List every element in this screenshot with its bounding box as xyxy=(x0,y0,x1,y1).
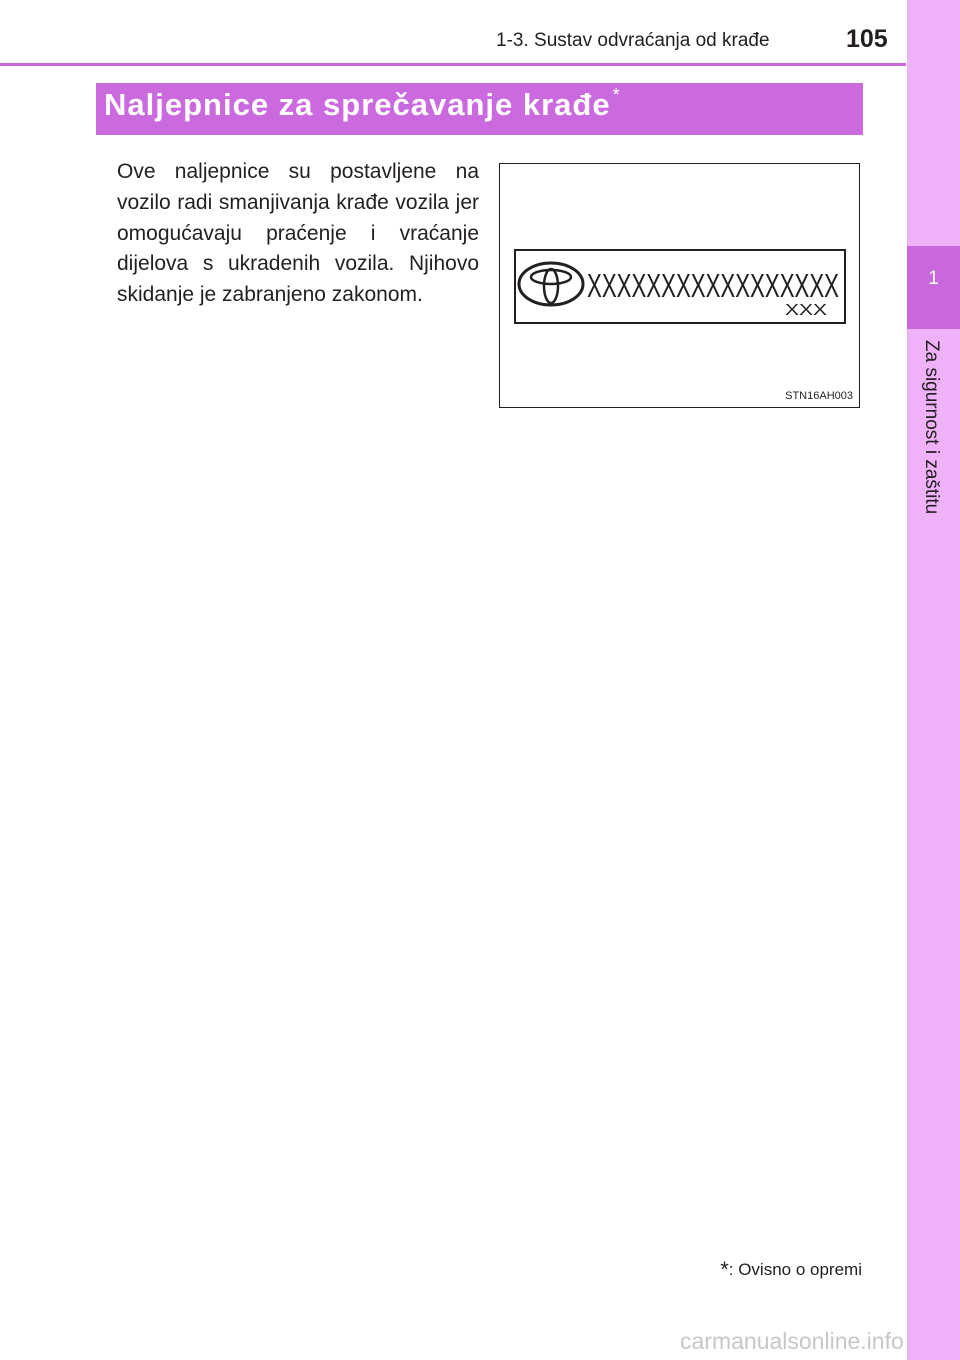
label-subcode-text: XXX xyxy=(785,302,828,319)
running-header: 1-3. Sustav odvraćanja od krađe xyxy=(496,30,770,51)
anti-theft-label-illustration xyxy=(500,164,858,406)
heading-asterisk: * xyxy=(612,85,621,105)
header-rule xyxy=(0,63,906,66)
page-number: 105 xyxy=(846,25,888,53)
footnote-text: : Ovisno o opremi xyxy=(728,1260,862,1279)
figure-illustration xyxy=(499,163,860,408)
chapter-title: Za sigurnost i zaštitu xyxy=(921,340,942,515)
figure-code: STN16AH003 xyxy=(785,390,853,402)
footnote-asterisk: * xyxy=(720,1257,729,1282)
watermark: carmanualsonline.info xyxy=(680,1328,904,1354)
chapter-side-tab xyxy=(907,0,960,1360)
footnote xyxy=(720,1257,862,1283)
section-heading-text: Naljepnice za sprečavanje krađe xyxy=(104,87,611,122)
label-serial-text: XXXXXXXXXXXXXXXXX xyxy=(587,267,839,304)
chapter-number: 1 xyxy=(928,268,939,289)
section-body: Ove naljepnice su postavljene na vozilo radi smanjivanja krađe vozila jer omogućavaju praćenje i vraćanje dijelova s ukradenih vozila. Njihovo skidanje je zabranjeno zakonom. xyxy=(117,160,479,307)
section-heading xyxy=(104,85,621,123)
toyota-logo-icon xyxy=(519,263,583,305)
